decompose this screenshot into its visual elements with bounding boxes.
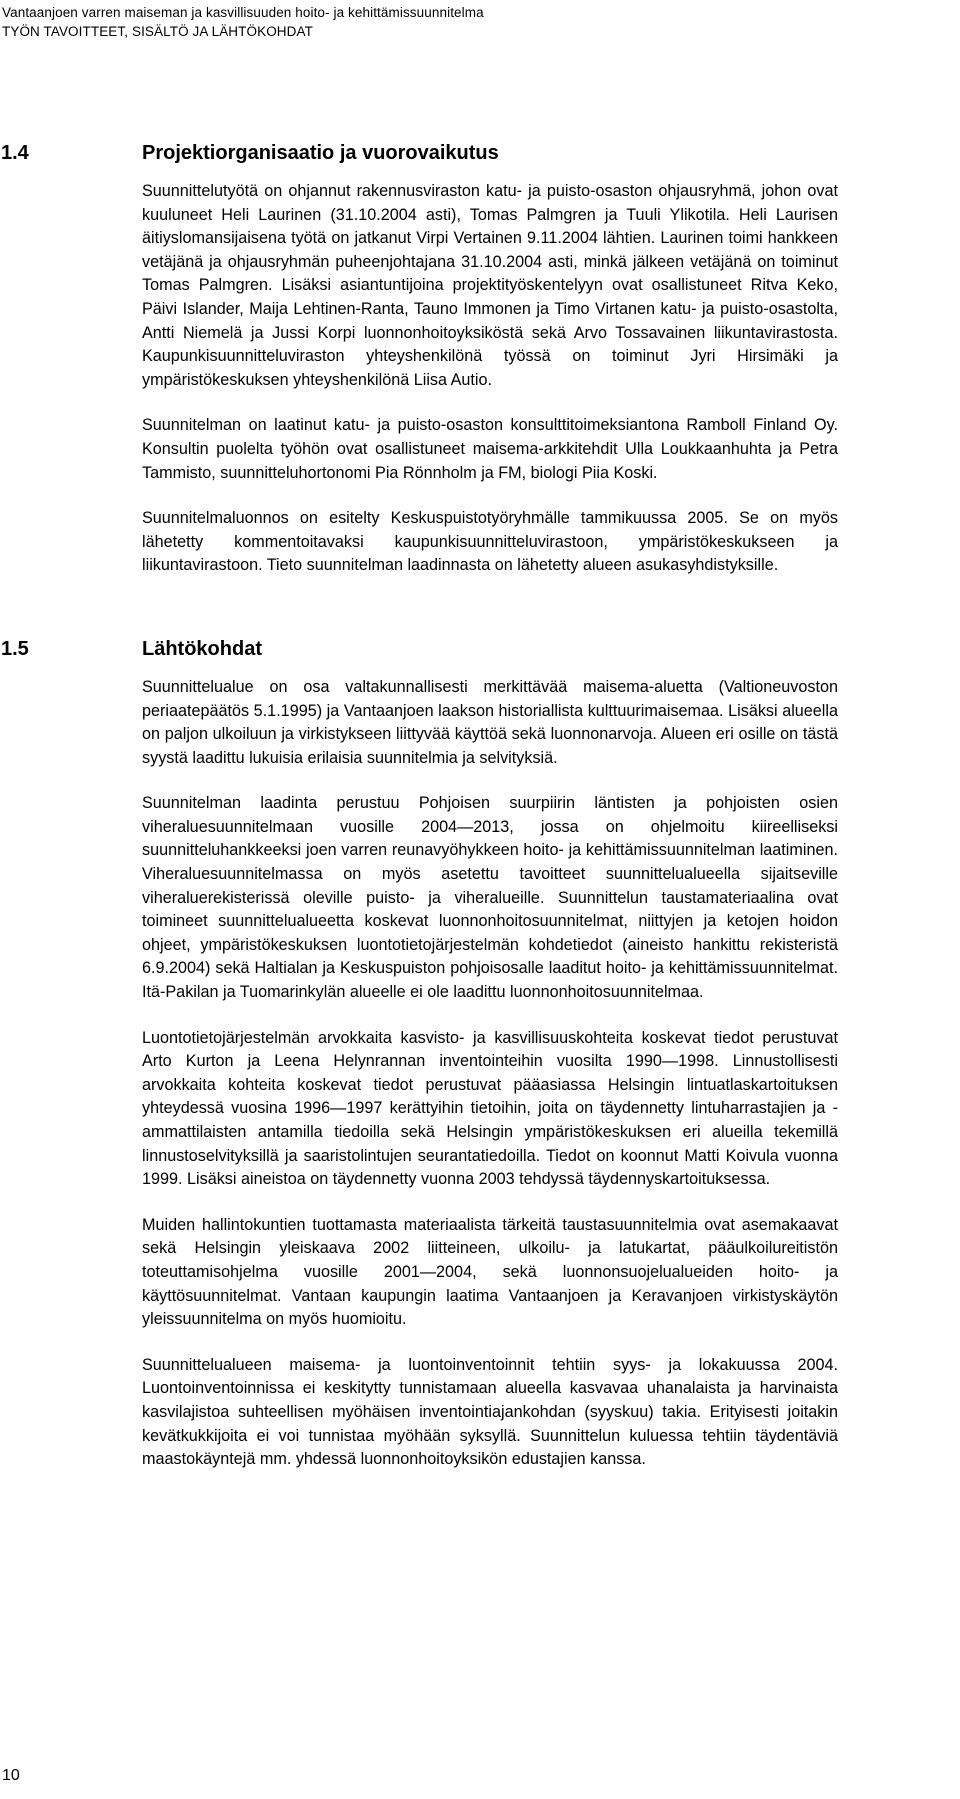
running-header [2,3,484,41]
paragraph: Suunnitelman on laatinut katu- ja puisto-osaston konsulttitoimeksiantona Ramboll Finland Oy. Konsultin puolelta työhön ovat osallistuneet maisema-arkkitehdit Ulla Loukkaanhuhta ja Petra Tammisto, suunnitteluhortonomi Pia Rönnholm ja FM, biologi Piia Koski. [142,416,838,482]
section-number: 1.5 [1,637,29,660]
paragraph: Luontotietojärjestelmän arvokkaita kasvisto- ja kasvillisuuskohteita koskevat tiedot perustuvat Arto Kurton ja Leena Helynrannan inventointeihin vuosilta 1990—1998. Linnustollisesti arvokkaita kohteita koskevat tiedot perustuvat pääasiassa Helsingin lintuatlaskartoituksen yhteydessä vuosina 1996—1997 kerättyihin tietoihin, joita on täydennetty lintuharrastajien ja -ammattilaisten antamilla tiedoilla sekä Helsingin ympäristökeskuksen eri alueilla tekemillä linnustoselvityksillä ja saaristolintujen seurantatiedoilla. Tiedot on koonnut Matti Koivula vuonna 1999. Lisäksi aineistoa on täydennetty vuonna 2003 tehdyssä täydennyskartoituksessa. [142,1028,838,1189]
running-header-subtitle: TYÖN TAVOITTEET, SISÄLTÖ JA LÄHTÖKOHDAT [2,24,313,39]
running-header-title: Vantaanjoen varren maiseman ja kasvillisuuden hoito- ja kehittämissuunnitelma [2,5,484,20]
paragraph: Suunnittelutyötä on ohjannut rakennusviraston katu- ja puisto-osaston ohjausryhmä, johon ovat kuuluneet Heli Laurinen (31.10.2004 asti), Tomas Palmgren ja Tuuli Ylikotila. Heli Laurisen äitiyslomansijaisena työtä on jatkanut Virpi Vertainen 9.11.2004 lähtien. Laurinen toimi hankkeen vetäjänä ja ohjausryhmän puheenjohtajana 31.10.2004 asti, minkä jälkeen vetäjänä on toiminut Tomas Palmgren. Lisäksi asiantuntijoina projektityöskentelyyn ovat osallistuneet Ritva Keko, Päivi Islander, Maija Lehtinen-Ranta, Tauno Immonen ja Timo Virtanen katu- ja puisto-osastolta, Antti Niemelä ja Jussi Korpi luonnonhoitoyksiköstä sekä Arvo Tossavainen liikuntavirastosta. Kaupunkisuunnitteluviraston yhteyshenkilönä työssä on toiminut Jyri Hirsimäki ja ympäristökeskuksen yhteyshenkilönä Liisa Autio. [142,182,838,389]
paragraph: Suunnittelualueen maisema- ja luontoinventoinnit tehtiin syys- ja lokakuussa 2004. Luontoinventoinnissa ei keskitytty tunnistamaan alueella kasvavaa uhanalaista ja harvinaista kasvilajistoa suhteellisen myöhäisen inventointiajankohdan (syyskuu) takia. Erityisesti joitakin kevätkukkijoita ei voi tunnistaa myöhään syksyllä. Suunnittelun kuluessa tehtiin täydentäviä maastokäyntejä mm. yhdessä luonnonhoitoyksikön edustajien kanssa. [142,1355,838,1469]
paragraph: Muiden hallintokuntien tuottamasta materiaalista tärkeitä taustasuunnitelmia ovat asemakaavat sekä Helsingin yleiskaava 2002 liitteineen, ulkoilu- ja latukartat, pääulkoilureitistön toteuttamisohjelma vuosille 2001—2004, sekä luonnonsuojelualueiden hoito- ja käyttösuunnitelmat. Vantaan kaupungin laatima Vantaanjoen ja Keravanjoen virkistyskäytön yleissuunnitelma on myös huomioitu. [142,1215,838,1329]
section-title: Lähtökohdat [142,637,262,660]
page-number: 10 [2,1767,20,1784]
section-heading-1-4 [1,140,838,166]
paragraph: Suunnitelman laadinta perustuu Pohjoisen suurpiirin läntisten ja pohjoisten osien viheraluesuunnitelmaan vuosille 2004—2013, jossa on ohjelmoitu kiireelliseksi suunnitteluhankkeeksi joen varren reunavyöhykkeen hoito- ja kehittämissuunnitelman laatiminen. Viheraluesuunnitelmassa on myös asetettu tavoitteet suunnittelualueella sijaitseville viheraluerekisterissä oleville puisto- ja viheralueille. Suunnittelun taustamateriaalina ovat toimineet suunnittelualueetta koskevat luonnonhoitosuunnitelmat, niittyjen ja ketojen hoidon ohjeet, ympäristökeskuksen luontotietojärjestelmän kohdetiedot (aineisto hankittu rekisteristä 6.9.2004) sekä Haltialan ja Keskuspuiston pohjoisosalle laaditut hoito- ja kehittämissuunnitelmat. Itä-Pakilan ja Tuomarinkylän alueelle ei ole laadittu luonnonhoitosuunnitelmaa. [142,794,838,1002]
section-number: 1.4 [1,142,29,164]
document-body [1,140,838,1472]
section-title: Projektiorganisaatio ja vuorovaikutus [142,142,499,164]
paragraph: Suunnittelualue on osa valtakunnallisesti merkittävää maisema-aluetta (Valtioneuvoston periaatepäätös 5.1.1995) ja Vantaanjoen laakson historiallista kulttuurimaisemaa. Lisäksi alueella on paljon ulkoiluun ja virkistykseen liittyvää käyttöä sekä luonnonarvoja. Alueen eri osille on tästä syystä laadittu lukuisia erilaisia suunnitelmia ja selvityksiä. [142,677,838,767]
section-heading-1-5 [1,636,838,662]
paragraph: Suunnitelmaluonnos on esitelty Keskuspuistotyöryhmälle tammikuussa 2005. Se on myös lähetetty kommentoitavaksi kaupunkisuunnitteluvirastoon, ympäristökeskukseen ja liikuntavirastoon. Tieto suunnitelman laadinnasta on lähetetty alueen asukasyhdistyksille. [142,509,838,575]
